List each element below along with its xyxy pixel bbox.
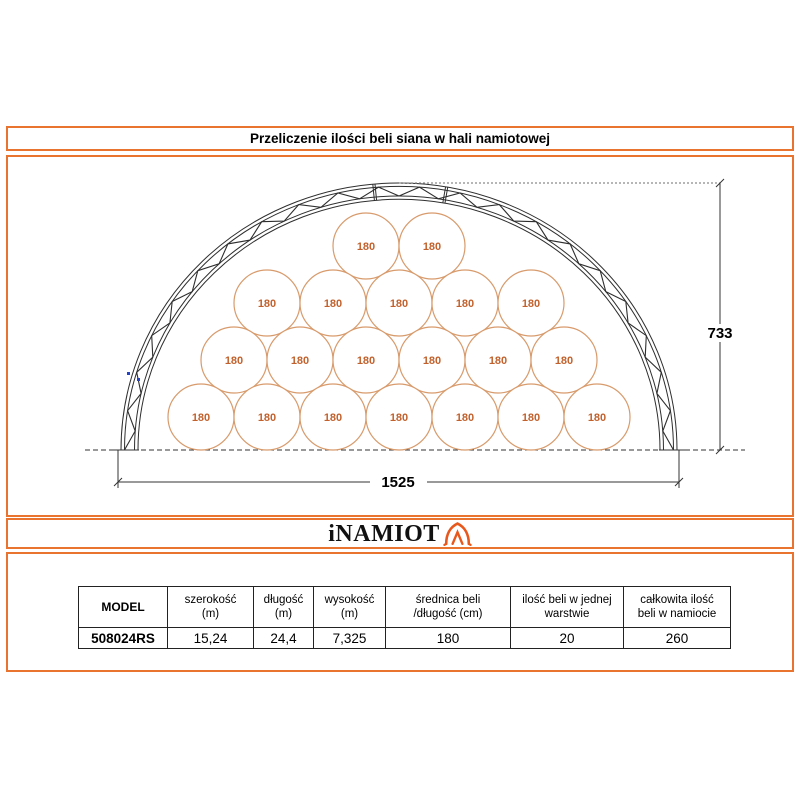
col-header-model: MODEL xyxy=(79,587,168,628)
tent-icon xyxy=(443,521,472,547)
hay-bale-diameter-label: 180 xyxy=(587,412,607,424)
col-header-srednica-beli: średnica beli /długość (cm) xyxy=(386,587,511,628)
hay-bale-diameter-label: 180 xyxy=(521,412,541,424)
col-header-dlugosc: długość (m) xyxy=(254,587,314,628)
hay-bale-diameter-label: 180 xyxy=(422,241,442,253)
hay-bale-diameter-label: 180 xyxy=(488,355,508,367)
hay-bale-diameter-label: 180 xyxy=(521,298,541,310)
hay-bale-diameter-label: 180 xyxy=(224,355,244,367)
hay-bale-diameter-label: 180 xyxy=(257,412,277,424)
table-header-row xyxy=(79,587,731,628)
szerokosc-value: 15,24 xyxy=(168,628,254,649)
ilosc-beli-warstwa-value: 20 xyxy=(511,628,624,649)
dlugosc-value: 24,4 xyxy=(254,628,314,649)
col-header-wysokosc: wysokość (m) xyxy=(314,587,386,628)
hay-bale-diameter-label: 180 xyxy=(356,241,376,253)
col-header-szerokosc: szerokość (m) xyxy=(168,587,254,628)
spec-table-panel xyxy=(6,552,794,672)
spec-table xyxy=(78,586,731,649)
tent-cross-section-diagram xyxy=(8,157,792,515)
hay-bale-diameter-label: 180 xyxy=(422,355,442,367)
logo-bar xyxy=(6,518,794,549)
calkowita-ilosc-value: 260 xyxy=(624,628,731,649)
hay-bale-diameter-label: 180 xyxy=(257,298,277,310)
hay-bale-diameter-label: 180 xyxy=(290,355,310,367)
hay-bale-diameter-label: 180 xyxy=(554,355,574,367)
wysokosc-value: 7,325 xyxy=(314,628,386,649)
hay-bale-diameter-label: 180 xyxy=(389,298,409,310)
diagram-panel xyxy=(6,155,794,517)
hay-bale-diameter-label: 180 xyxy=(356,355,376,367)
hay-bale-diameter-label: 180 xyxy=(455,412,475,424)
title-bar xyxy=(6,126,794,151)
hay-bale-diameter-label: 180 xyxy=(455,298,475,310)
logo-text: iNAMIOT xyxy=(328,520,440,547)
width-dimension-label: 1525 xyxy=(381,474,415,491)
hay-bale-diameter-label: 180 xyxy=(323,412,343,424)
hay-bale-diameter-label: 180 xyxy=(191,412,211,424)
table-data-row xyxy=(79,628,731,649)
hay-bale-diameter-label: 180 xyxy=(389,412,409,424)
height-dimension-label: 733 xyxy=(707,325,733,342)
model-value: 508024RS xyxy=(79,628,168,649)
hay-bale-diameter-label: 180 xyxy=(323,298,343,310)
col-header-calkowita-ilosc: całkowita ilość beli w namiocie xyxy=(624,587,731,628)
srednica-beli-value: 180 xyxy=(386,628,511,649)
page-title: Przeliczenie ilości beli siana w hali namiotowej xyxy=(249,131,551,146)
col-header-ilosc-beli-warstwa: ilość beli w jednej warstwie xyxy=(511,587,624,628)
